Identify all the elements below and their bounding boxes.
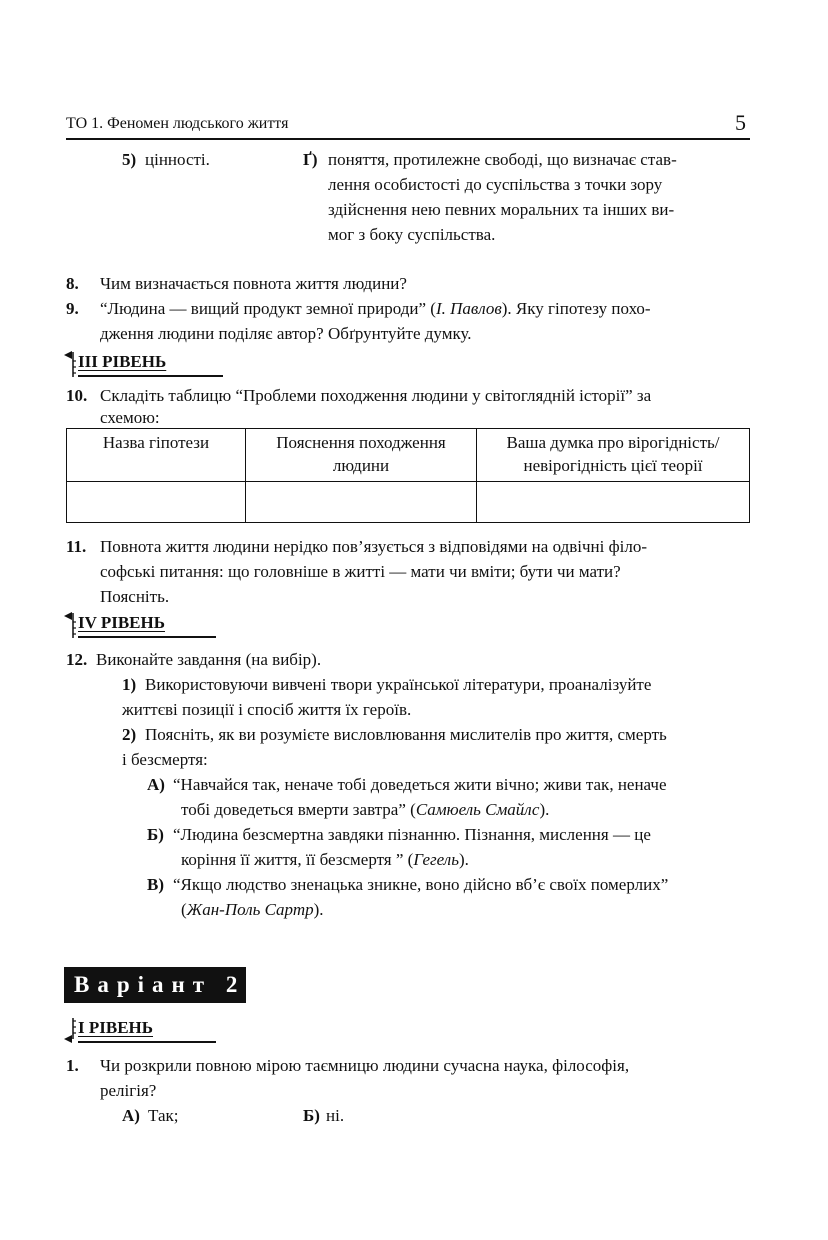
level-marker-icon bbox=[64, 612, 76, 638]
part-1-number: 1) bbox=[122, 675, 137, 694]
quote-c-line-2: (Жан-Поль Сартр). bbox=[181, 900, 324, 919]
match-right-letter: Ґ) bbox=[303, 150, 318, 169]
hypothesis-table bbox=[66, 428, 750, 523]
level-1-heading bbox=[64, 1017, 224, 1043]
level-3-rule bbox=[78, 375, 223, 377]
question-9-line-2: дження людини поділяє автор? Обґрунтуйте думку. bbox=[100, 324, 472, 343]
table-cell[interactable] bbox=[67, 482, 246, 523]
table-header-cell: Ваша думка про вірогідність/ невірогідність цієї теорії bbox=[477, 429, 750, 482]
author-name: Самюель Смайлс bbox=[415, 800, 540, 819]
table-cell[interactable] bbox=[477, 482, 750, 523]
v2-question-1-number: 1. bbox=[66, 1056, 79, 1075]
header-rule bbox=[66, 138, 750, 140]
author-name: І. Павлов bbox=[435, 299, 502, 318]
part-2-line: Поясніть, як ви розумієте висловлювання мислителів про життя, смерть bbox=[145, 725, 667, 744]
author-name: Жан-Поль Сартр bbox=[186, 900, 314, 919]
question-8-text: Чим визначається повнота життя людини? bbox=[100, 274, 407, 293]
author-name: Гегель bbox=[413, 850, 459, 869]
part-1-line: Використовуючи вивчені твори української літератури, проаналізуйте bbox=[145, 675, 652, 694]
match-right-line: поняття, протилежне свободі, що визначає став- bbox=[328, 150, 677, 169]
page-number: 5 bbox=[735, 110, 746, 135]
table-row bbox=[67, 482, 750, 523]
level-3-heading bbox=[64, 351, 224, 377]
quote-a-line-1: “Навчайся так, неначе тобі доведеться жити вічно; живи так, неначе bbox=[173, 775, 667, 794]
level-1-label: І РІВЕНЬ bbox=[78, 1018, 154, 1037]
quote-c-letter: В) bbox=[147, 875, 164, 894]
question-9-line-1: “Людина — вищий продукт земної природи” (І. Павлов). Яку гіпотезу похо- bbox=[100, 299, 651, 318]
level-4-rule bbox=[78, 636, 216, 638]
table-cell[interactable] bbox=[246, 482, 477, 523]
running-header-title: ТО 1. Феномен людського життя bbox=[66, 115, 289, 132]
level-marker-icon bbox=[64, 1017, 76, 1043]
question-9-number: 9. bbox=[66, 299, 79, 318]
question-11-line: софські питання: що головніше в житті — мати чи вміти; бути чи мати? bbox=[100, 562, 621, 581]
question-10-line-2: схемою: bbox=[100, 408, 160, 427]
option-a-text: Так; bbox=[148, 1106, 179, 1125]
question-10-number: 10. bbox=[66, 386, 88, 405]
quote-a-line-2: тобі доведеться вмерти завтра” (Самюель Смайлс). bbox=[181, 800, 550, 819]
level-3-label: ІІІ РІВЕНЬ bbox=[78, 352, 167, 371]
match-right-line: мог з боку суспільства. bbox=[328, 225, 496, 244]
v2-question-1-line-2: релігія? bbox=[100, 1081, 157, 1100]
option-b-letter: Б) bbox=[303, 1106, 320, 1125]
table-header-cell: Назва гіпотези bbox=[67, 429, 246, 482]
option-b-text: ні. bbox=[326, 1106, 345, 1125]
question-11-number: 11. bbox=[66, 537, 87, 556]
quote-b-line-2: коріння її життя, її безсмертя ” (Гегель). bbox=[181, 850, 469, 869]
question-11-line: Повнота життя людини нерідко пов’язується з відповідями на одвічні філо- bbox=[100, 537, 647, 556]
level-4-heading bbox=[64, 612, 224, 638]
quote-a-letter: А) bbox=[147, 775, 165, 794]
question-8-number: 8. bbox=[66, 274, 79, 293]
table-header-row bbox=[67, 429, 750, 482]
part-2-number: 2) bbox=[122, 725, 137, 744]
question-10-line-1: Складіть таблицю “Проблеми походження людини у світоглядній історії” за bbox=[100, 386, 652, 405]
question-12-number: 12. bbox=[66, 650, 88, 669]
match-right-line: здійснення нею певних моральних та інших ви- bbox=[328, 200, 675, 219]
match-left-text: цінності. bbox=[145, 150, 210, 169]
quote-b-line-1: “Людина безсмертна завдяки пізнанню. Пізнання, мислення — це bbox=[173, 825, 651, 844]
question-12-text: Виконайте завдання (на вибір). bbox=[96, 650, 322, 669]
table-header-cell: Пояснення походження людини bbox=[246, 429, 477, 482]
variant-title: Варіант 2 bbox=[74, 972, 246, 997]
option-a-letter: А) bbox=[122, 1106, 140, 1125]
match-right-line: лення особистості до суспільства з точки зору bbox=[328, 175, 663, 194]
quote-b-letter: Б) bbox=[147, 825, 164, 844]
question-11-line: Поясніть. bbox=[100, 587, 170, 606]
part-2-line: і безсмертя: bbox=[122, 750, 208, 769]
level-marker-icon bbox=[64, 351, 76, 377]
v2-question-1-line-1: Чи розкрили повною мірою таємницю людини сучасна наука, філософія, bbox=[100, 1056, 630, 1075]
quote-c-line-1: “Якщо людство зненацька зникне, воно дійсно вб’є своїх померлих” bbox=[173, 875, 669, 894]
match-left-number: 5) bbox=[122, 150, 137, 169]
level-1-rule bbox=[78, 1041, 216, 1043]
level-4-label: IV РІВЕНЬ bbox=[78, 613, 165, 632]
part-1-line: життєві позиції і спосіб життя їх героїв. bbox=[122, 700, 412, 719]
